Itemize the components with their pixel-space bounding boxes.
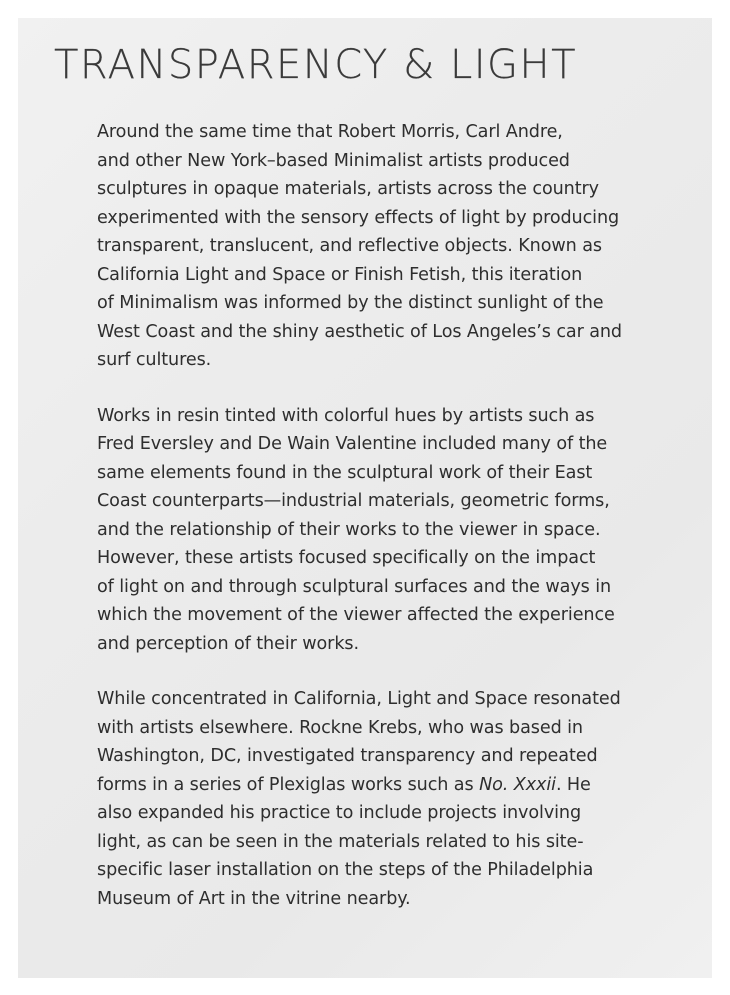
artwork-title: No. Xxxii (479, 774, 556, 795)
text-line: West Coast and the shiny aesthetic of Los Angeles’s car and (97, 321, 623, 342)
text-line: same elements found in the sculptural work of their East (97, 462, 593, 483)
text-line: specific laser installation on the steps of the Philadelphia (97, 860, 594, 880)
text-line: and the relationship of their works to the viewer in space. (97, 519, 601, 540)
text-line: California Light and Space or Finish Fetish, this iteration (97, 264, 583, 285)
text-line: Museum of Art in the vitrine nearby. (97, 888, 411, 909)
text-line: which the movement of the viewer affected the experience (97, 605, 615, 625)
text-line: While concentrated in California, Light and Space resonated (97, 689, 621, 709)
paragraph-1 (97, 118, 677, 375)
text-segment: forms in a series of Plexiglas works such as (97, 774, 480, 795)
text-line: transparent, translucent, and reflective objects. Known as (97, 236, 602, 256)
text-line: also expanded his practice to include projects involving (97, 803, 582, 823)
text-line: Coast counterparts—industrial materials, geometric forms, (97, 491, 610, 511)
text-line: However, these artists focused specifically on the impact (97, 548, 596, 568)
text-line: and other New York–based Minimalist artists produced (97, 150, 570, 171)
text-line: Fred Eversley and De Wain Valentine included many of the (97, 434, 608, 454)
text-line: Washington, DC, investigated transparency and repeated (97, 746, 598, 766)
text-line: experimented with the sensory effects of light by producing (97, 207, 620, 228)
text-line: light, as can be seen in the materials related to his site- (97, 831, 584, 852)
label-body (97, 118, 677, 940)
paragraph-2 (97, 402, 677, 659)
text-line: with artists elsewhere. Rockne Krebs, who was based in (97, 717, 583, 738)
text-line: sculptures in opaque materials, artists across the country (97, 179, 599, 199)
text-line-with-title (97, 771, 677, 800)
text-line: Works in resin tinted with colorful hues by artists such as (97, 405, 595, 426)
text-line: of light on and through sculptural surfaces and the ways in (97, 576, 612, 597)
paragraph-3 (97, 685, 677, 913)
label-title: TRANSPARENCY & LIGHT (54, 42, 578, 88)
text-line: and perception of their works. (97, 633, 359, 654)
text-segment: . He (555, 774, 591, 795)
text-line: Around the same time that Robert Morris, Carl Andre, (97, 122, 563, 142)
text-line: surf cultures. (97, 350, 212, 370)
wall-label-panel (18, 18, 712, 978)
text-line: of Minimalism was informed by the distinct sunlight of the (97, 293, 604, 313)
